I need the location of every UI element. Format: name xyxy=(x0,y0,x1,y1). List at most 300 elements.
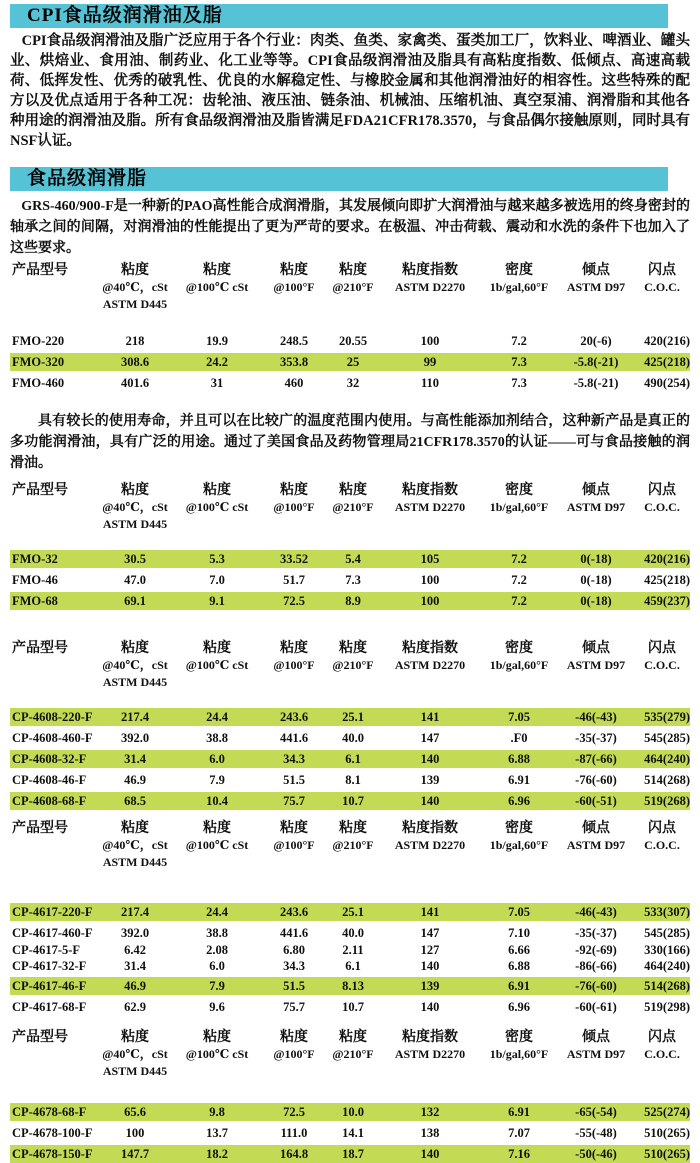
cell-value: 464(240) xyxy=(644,752,690,766)
cell-value: 138 xyxy=(420,1126,440,1140)
cell-value: 51.5 xyxy=(283,979,305,993)
cell-value: 401.6 xyxy=(120,376,150,390)
header-col-condition: ASTM D2270 xyxy=(394,500,466,514)
cell-value: 10.0 xyxy=(342,1105,364,1119)
cell-value: 69.1 xyxy=(124,594,146,608)
product-model: CP-4617-32-F xyxy=(12,959,87,973)
cell-value: 140 xyxy=(420,752,440,766)
header-col-title: 密度 xyxy=(505,483,533,498)
table-row xyxy=(10,903,690,921)
header-col-title: 闪点 xyxy=(648,483,676,498)
table-row xyxy=(10,977,690,995)
header-col-condition: @40℃，cSt xyxy=(102,500,168,514)
product-model: CP-4608-46-F xyxy=(12,773,87,787)
cell-value: 0(-18) xyxy=(580,573,612,587)
table-row xyxy=(10,750,690,768)
product-model: FMO-320 xyxy=(12,355,65,369)
cell-value: 6.91 xyxy=(508,773,530,787)
table-row xyxy=(10,771,690,789)
table-row xyxy=(10,924,690,942)
cell-value: 75.7 xyxy=(283,1000,305,1014)
header-col-condition: 1b/gal,60°F xyxy=(489,500,549,514)
cell-value: 2.11 xyxy=(342,943,364,957)
header-col-condition: C.O.C. xyxy=(644,500,680,514)
cell-value: 140 xyxy=(420,794,440,808)
header-col-condition: @210°F xyxy=(332,1047,374,1061)
product-model: CP-4678-68-F xyxy=(12,1105,87,1119)
header-col-condition: @40℃，cSt xyxy=(102,838,168,852)
cell-value: 519(268) xyxy=(644,794,690,808)
header-col-condition: ASTM D2270 xyxy=(394,1047,466,1061)
header-col-condition: @100℃ cSt xyxy=(185,838,249,852)
product-model: CP-4608-68-F xyxy=(12,794,87,808)
cell-value: 330(166) xyxy=(644,943,690,957)
grease-paragraph: GRS-460/900-F是一种新的PAO高性能合成润滑脂，其发展倾向即扩大润滑油与越来越多被选用的终身密封的轴承之间的间隔，对润滑油的性能提出了更为严苛的要求。在极温、冲击荷载、震动和水洗的条件下也加入了这些要求。 xyxy=(10,199,690,256)
header-col-title: 粘度指数 xyxy=(402,1030,458,1045)
header-col-method: ASTM D445 xyxy=(102,1064,168,1078)
header-col-condition: @100°F xyxy=(273,658,315,672)
cell-value: 10.4 xyxy=(206,794,228,808)
cell-value: 47.0 xyxy=(124,573,146,587)
cell-value: 545(285) xyxy=(644,926,690,940)
table-header xyxy=(10,262,690,312)
cell-value: 7.3 xyxy=(511,355,527,369)
header-col-condition: @100°F xyxy=(273,500,315,514)
cell-value: 8.9 xyxy=(345,594,361,608)
table-header xyxy=(10,640,690,690)
cell-value: 140 xyxy=(420,1000,440,1014)
section-title-oils: CPI食品级润滑油及脂 xyxy=(10,4,668,28)
cell-value: 19.9 xyxy=(206,334,228,348)
header-col-title: 粘度 xyxy=(280,641,308,656)
table-row xyxy=(10,353,690,371)
cell-value: 20(-6) xyxy=(580,334,612,348)
section-title-grease: 食品级润滑脂 xyxy=(10,167,668,191)
cell-value: 7.2 xyxy=(511,573,527,587)
cell-value: 132 xyxy=(420,1105,440,1119)
cell-value: 18.7 xyxy=(342,1147,364,1161)
cell-value: 441.6 xyxy=(279,731,309,745)
cell-value: -35(-37) xyxy=(575,926,617,940)
product-model: FMO-46 xyxy=(12,573,58,587)
cell-value: -76(-60) xyxy=(575,773,617,787)
header-col-title: 密度 xyxy=(505,263,533,278)
cell-value: 6.88 xyxy=(508,959,530,973)
cell-value: 7.3 xyxy=(511,376,527,390)
cell-value: 72.5 xyxy=(283,1105,305,1119)
header-col-condition: C.O.C. xyxy=(644,658,680,672)
cell-value: 6.66 xyxy=(508,943,530,957)
header-col-condition: ASTM D2270 xyxy=(394,838,466,852)
cell-value: 460 xyxy=(284,376,304,390)
cell-value: 243.6 xyxy=(279,710,309,724)
cell-value: 147 xyxy=(420,731,440,745)
cell-value: -76(-60) xyxy=(575,979,617,993)
cell-value: 308.6 xyxy=(120,355,150,369)
cell-value: 51.7 xyxy=(283,573,305,587)
table-row xyxy=(10,792,690,810)
header-col-title: 闪点 xyxy=(648,641,676,656)
product-model: FMO-68 xyxy=(12,594,58,608)
cell-value: 353.8 xyxy=(279,355,309,369)
header-col-method: ASTM D445 xyxy=(102,675,168,689)
product-model: CP-4617-5-F xyxy=(12,943,81,957)
cell-value: 243.6 xyxy=(279,905,309,919)
header-col-title: 粘度 xyxy=(339,641,367,656)
header-col-condition: @40℃，cSt xyxy=(102,1047,168,1061)
product-model: FMO-220 xyxy=(12,334,65,348)
table-row xyxy=(10,571,690,589)
header-col-title: 粘度 xyxy=(121,821,149,836)
header-col-title: 闪点 xyxy=(648,263,676,278)
product-table-fmo-high xyxy=(10,262,690,392)
header-col-condition: 1b/gal,60°F xyxy=(489,658,549,672)
cell-value: 46.9 xyxy=(124,773,146,787)
cell-value: 514(268) xyxy=(644,979,690,993)
header-col-title: 密度 xyxy=(505,821,533,836)
header-col-title: 粘度 xyxy=(280,1030,308,1045)
cell-value: -60(-51) xyxy=(575,794,617,808)
cell-value: -5.8(-21) xyxy=(573,355,619,369)
header-col-title: 闪点 xyxy=(648,821,676,836)
table-row xyxy=(10,942,690,958)
header-col-title: 粘度 xyxy=(121,483,149,498)
header-col-condition: @210°F xyxy=(332,280,374,294)
cell-value: 0(-18) xyxy=(580,552,612,566)
header-col-title: 粘度 xyxy=(280,263,308,278)
table-row xyxy=(10,1124,690,1142)
cell-value: 6.96 xyxy=(508,1000,530,1014)
cell-value: 147 xyxy=(420,926,440,940)
cell-value: 459(237) xyxy=(644,594,690,608)
header-col-condition: ASTM D97 xyxy=(566,838,626,852)
cell-value: 7.16 xyxy=(508,1147,530,1161)
cell-value: -50(-46) xyxy=(575,1147,617,1161)
header-col-title: 粘度 xyxy=(339,263,367,278)
cell-value: 38.8 xyxy=(206,731,228,745)
cell-value: -55(-48) xyxy=(575,1126,617,1140)
cell-value: 7.9 xyxy=(209,979,225,993)
cell-value: 510(265) xyxy=(644,1126,690,1140)
cell-value: 24.4 xyxy=(206,710,228,724)
header-col-title: 粘度 xyxy=(280,483,308,498)
header-col-condition: @100℃ cSt xyxy=(185,500,249,514)
product-table-cp4678 xyxy=(10,1029,690,1163)
cell-value: 25 xyxy=(346,355,360,369)
cell-value: -5.8(-21) xyxy=(573,376,619,390)
header-col-method: ASTM D445 xyxy=(102,297,168,311)
header-col-title: 粘度指数 xyxy=(402,821,458,836)
cell-value: 9.6 xyxy=(209,1000,225,1014)
cell-value: 7.2 xyxy=(511,594,527,608)
header-col-condition: 1b/gal,60°F xyxy=(489,838,549,852)
header-col-condition: @210°F xyxy=(332,658,374,672)
header-col-condition: ASTM D97 xyxy=(566,658,626,672)
cell-value: 9.8 xyxy=(209,1105,225,1119)
cell-value: 535(279) xyxy=(644,710,690,724)
cell-value: 25.1 xyxy=(342,710,364,724)
cell-value: 139 xyxy=(420,773,440,787)
header-col-title: 粘度 xyxy=(203,263,231,278)
header-col-condition: C.O.C. xyxy=(644,1047,680,1061)
cell-value: 392.0 xyxy=(120,731,150,745)
product-model: CP-4617-46-F xyxy=(12,979,87,993)
header-col-condition: ASTM D2270 xyxy=(394,658,466,672)
cell-value: 31 xyxy=(210,376,224,390)
cell-value: 139 xyxy=(420,979,440,993)
intro-paragraph: CPI食品级润滑油及脂广泛应用于各个行业：肉类、鱼类、家禽类、蛋类加工厂，饮料业、啤酒业、罐头业、烘焙业、食用油、制药业、化工业等等。CPI食品级润滑油及脂具有高粘度指数、低倾点、高速高载荷、低挥发性、优秀的破乳性、优良的水解稳定性、与橡胶金属和其他润滑油好的相容性。这些特殊的配方以及优点适用于各种工况：齿轮油、液压油、链条油、机械油、压缩机油、真空泵浦、润滑脂和其他各种用途的润滑油及脂。所有食品级润滑油及脂皆满足FDA21CFR178.3570，与食品偶尔接触原则，同时具有NSF认证。 xyxy=(10,33,690,149)
cell-value: 514(268) xyxy=(644,773,690,787)
header-col-title: 粘度 xyxy=(203,641,231,656)
header-col-title: 粘度 xyxy=(203,821,231,836)
cell-value: 7.05 xyxy=(508,710,530,724)
cell-value: 65.6 xyxy=(124,1105,146,1119)
header-model-label: 产品型号 xyxy=(12,821,68,836)
cell-value: 525(274) xyxy=(644,1105,690,1119)
cell-value: 34.3 xyxy=(283,959,305,973)
cell-value: 30.5 xyxy=(124,552,146,566)
cell-value: 13.7 xyxy=(206,1126,228,1140)
cell-value: 18.2 xyxy=(206,1147,228,1161)
header-col-title: 粘度 xyxy=(203,1030,231,1045)
cell-value: 141 xyxy=(420,710,440,724)
cell-value: 38.8 xyxy=(206,926,228,940)
cell-value: -46(-43) xyxy=(575,905,617,919)
header-model-label: 产品型号 xyxy=(12,641,68,656)
cell-value: 51.5 xyxy=(283,773,305,787)
cell-value: -60(-61) xyxy=(575,1000,617,1014)
cell-value: 425(218) xyxy=(644,573,690,587)
cell-value: 140 xyxy=(420,959,440,973)
cell-value: 140 xyxy=(420,1147,440,1161)
cell-value: 110 xyxy=(420,376,440,390)
cell-value: 164.8 xyxy=(279,1147,309,1161)
cell-value: 31.4 xyxy=(124,752,146,766)
cell-value: 533(307) xyxy=(644,905,690,919)
header-col-condition: C.O.C. xyxy=(644,838,680,852)
table-row xyxy=(10,592,690,610)
header-col-condition: @210°F xyxy=(332,838,374,852)
cell-value: 75.7 xyxy=(283,794,305,808)
cell-value: 420(216) xyxy=(644,334,690,348)
table-row xyxy=(10,1103,690,1121)
header-col-condition: ASTM D97 xyxy=(566,1047,626,1061)
cell-value: 441.6 xyxy=(279,926,309,940)
cell-value: 6.88 xyxy=(508,752,530,766)
header-col-condition: ASTM D97 xyxy=(566,500,626,514)
cell-value: 127 xyxy=(420,943,440,957)
header-model-label: 产品型号 xyxy=(12,263,68,278)
cell-value: 33.52 xyxy=(279,552,309,566)
cell-value: -46(-43) xyxy=(575,710,617,724)
cell-value: -87(-66) xyxy=(575,752,617,766)
header-col-condition: C.O.C. xyxy=(644,280,680,294)
cell-value: 6.91 xyxy=(508,979,530,993)
header-col-title: 粘度 xyxy=(339,483,367,498)
lifespan-paragraph: 具有较长的使用寿命，并且可以在比较广的温度范围内使用。与高性能添加剂结合，这种新产品是真正的多功能润滑油，具有广泛的用途。通过了美国食品及药物管理局21CFR178.3570的认证——可与食品接触的润滑油。 xyxy=(10,414,690,471)
cell-value: 7.0 xyxy=(209,573,225,587)
product-table-cp4608 xyxy=(10,640,690,810)
cell-value: 10.7 xyxy=(342,1000,364,1014)
cell-value: 6.96 xyxy=(508,794,530,808)
cell-value: 7.2 xyxy=(511,334,527,348)
product-model: CP-4617-68-F xyxy=(12,1000,87,1014)
table-row xyxy=(10,998,690,1016)
header-col-title: 倾点 xyxy=(582,263,610,278)
header-col-title: 倾点 xyxy=(582,1030,610,1045)
cell-value: 10.7 xyxy=(342,794,364,808)
cell-value: 40.0 xyxy=(342,731,364,745)
cell-value: -92(-69) xyxy=(575,943,617,957)
header-col-title: 粘度 xyxy=(339,1030,367,1045)
cell-value: 6.1 xyxy=(345,959,361,973)
header-col-condition: @100℃ cSt xyxy=(185,658,249,672)
header-col-title: 密度 xyxy=(505,641,533,656)
cell-value: 490(254) xyxy=(644,376,690,390)
cell-value: 7.10 xyxy=(508,926,530,940)
table-row xyxy=(10,708,690,726)
table-header xyxy=(10,820,690,870)
product-model: CP-4617-460-F xyxy=(12,926,93,940)
cell-value: 32 xyxy=(346,376,360,390)
cell-value: 24.4 xyxy=(206,905,228,919)
cell-value: 105 xyxy=(420,552,440,566)
table-row xyxy=(10,958,690,974)
cell-value: 8.13 xyxy=(342,979,364,993)
cell-value: 111.0 xyxy=(280,1126,308,1140)
cell-value: 6.0 xyxy=(209,959,225,973)
product-model: CP-4608-32-F xyxy=(12,752,87,766)
header-col-title: 倾点 xyxy=(582,641,610,656)
cell-value: 0(-18) xyxy=(580,594,612,608)
table-row xyxy=(10,550,690,568)
cell-value: 34.3 xyxy=(283,752,305,766)
cell-value: 248.5 xyxy=(279,334,309,348)
cell-value: 100 xyxy=(420,334,440,348)
cell-value: 8.1 xyxy=(345,773,361,787)
product-table-fmo-low xyxy=(10,482,690,610)
product-model: CP-4617-220-F xyxy=(12,905,93,919)
cell-value: 62.9 xyxy=(124,1000,146,1014)
cell-value: 40.0 xyxy=(342,926,364,940)
cell-value: 5.3 xyxy=(209,552,225,566)
cell-value: -65(-54) xyxy=(575,1105,617,1119)
cell-value: 218 xyxy=(125,334,145,348)
cell-value: 31.4 xyxy=(124,959,146,973)
cell-value: 425(218) xyxy=(644,355,690,369)
header-col-title: 粘度 xyxy=(121,263,149,278)
header-col-title: 粘度 xyxy=(121,641,149,656)
header-col-condition: @100℃ cSt xyxy=(185,280,249,294)
cell-value: 392.0 xyxy=(120,926,150,940)
header-col-title: 闪点 xyxy=(648,1030,676,1045)
header-col-condition: 1b/gal,60°F xyxy=(489,280,549,294)
cell-value: 24.2 xyxy=(206,355,228,369)
header-model-label: 产品型号 xyxy=(12,1030,68,1045)
cell-value: 6.91 xyxy=(508,1105,530,1119)
cell-value: 68.5 xyxy=(124,794,146,808)
cell-value: 6.0 xyxy=(209,752,225,766)
header-col-method: ASTM D445 xyxy=(102,855,168,869)
cell-value: 46.9 xyxy=(124,979,146,993)
table-header xyxy=(10,1029,690,1079)
cell-value: 510(265) xyxy=(644,1147,690,1161)
header-col-title: 密度 xyxy=(505,1030,533,1045)
cell-value: 14.1 xyxy=(342,1126,364,1140)
header-col-condition: ASTM D97 xyxy=(566,280,626,294)
header-col-condition: @100°F xyxy=(273,1047,315,1061)
product-model: FMO-460 xyxy=(12,376,65,390)
header-col-title: 粘度指数 xyxy=(402,263,458,278)
table-row xyxy=(10,729,690,747)
cell-value: 141 xyxy=(420,905,440,919)
cell-value: 519(298) xyxy=(644,1000,690,1014)
header-col-condition: @100°F xyxy=(273,838,315,852)
cell-value: 7.05 xyxy=(508,905,530,919)
header-col-title: 粘度 xyxy=(339,821,367,836)
product-model: CP-4678-100-F xyxy=(12,1126,93,1140)
cell-value: 7.9 xyxy=(209,773,225,787)
cell-value: 100 xyxy=(420,594,440,608)
cell-value: 5.4 xyxy=(345,552,361,566)
cell-value: 6.42 xyxy=(124,943,146,957)
cell-value: 545(285) xyxy=(644,731,690,745)
cell-value: 7.07 xyxy=(508,1126,530,1140)
header-col-title: 粘度 xyxy=(121,1030,149,1045)
cell-value: 464(240) xyxy=(644,959,690,973)
product-model: CP-4678-150-F xyxy=(12,1147,93,1161)
cell-value: 6.80 xyxy=(283,943,305,957)
header-col-condition: @100°F xyxy=(273,280,315,294)
cell-value: 100 xyxy=(125,1126,145,1140)
table-row xyxy=(10,1145,690,1163)
header-model-label: 产品型号 xyxy=(12,483,68,498)
cell-value: 100 xyxy=(420,573,440,587)
cell-value: 25.1 xyxy=(342,905,364,919)
cell-value: 99 xyxy=(423,355,437,369)
cell-value: 217.4 xyxy=(120,710,150,724)
header-col-method: ASTM D445 xyxy=(102,517,168,531)
cell-value: .F0 xyxy=(510,731,528,745)
cell-value: 6.1 xyxy=(345,752,361,766)
header-col-title: 粘度 xyxy=(280,821,308,836)
cell-value: 7.3 xyxy=(345,573,361,587)
header-col-condition: @210°F xyxy=(332,500,374,514)
header-col-condition: 1b/gal,60°F xyxy=(489,1047,549,1061)
cell-value: 9.1 xyxy=(209,594,225,608)
header-col-title: 粘度 xyxy=(203,483,231,498)
cell-value: 72.5 xyxy=(283,594,305,608)
product-model: FMO-32 xyxy=(12,552,58,566)
cell-value: -86(-66) xyxy=(575,959,617,973)
header-col-title: 粘度指数 xyxy=(402,483,458,498)
header-col-condition: @40℃，cSt xyxy=(102,658,168,672)
table-row xyxy=(10,374,690,392)
cell-value: 7.2 xyxy=(511,552,527,566)
header-col-condition: @40℃，cSt xyxy=(102,280,168,294)
cell-value: 217.4 xyxy=(120,905,150,919)
cell-value: 20.55 xyxy=(338,334,368,348)
header-col-title: 粘度指数 xyxy=(402,641,458,656)
product-model: CP-4608-220-F xyxy=(12,710,93,724)
cell-value: 2.08 xyxy=(206,943,228,957)
header-col-title: 倾点 xyxy=(582,483,610,498)
product-model: CP-4608-460-F xyxy=(12,731,93,745)
table-header xyxy=(10,482,690,532)
product-table-cp4617 xyxy=(10,820,690,1016)
table-row xyxy=(10,332,690,350)
header-col-condition: ASTM D2270 xyxy=(394,280,466,294)
